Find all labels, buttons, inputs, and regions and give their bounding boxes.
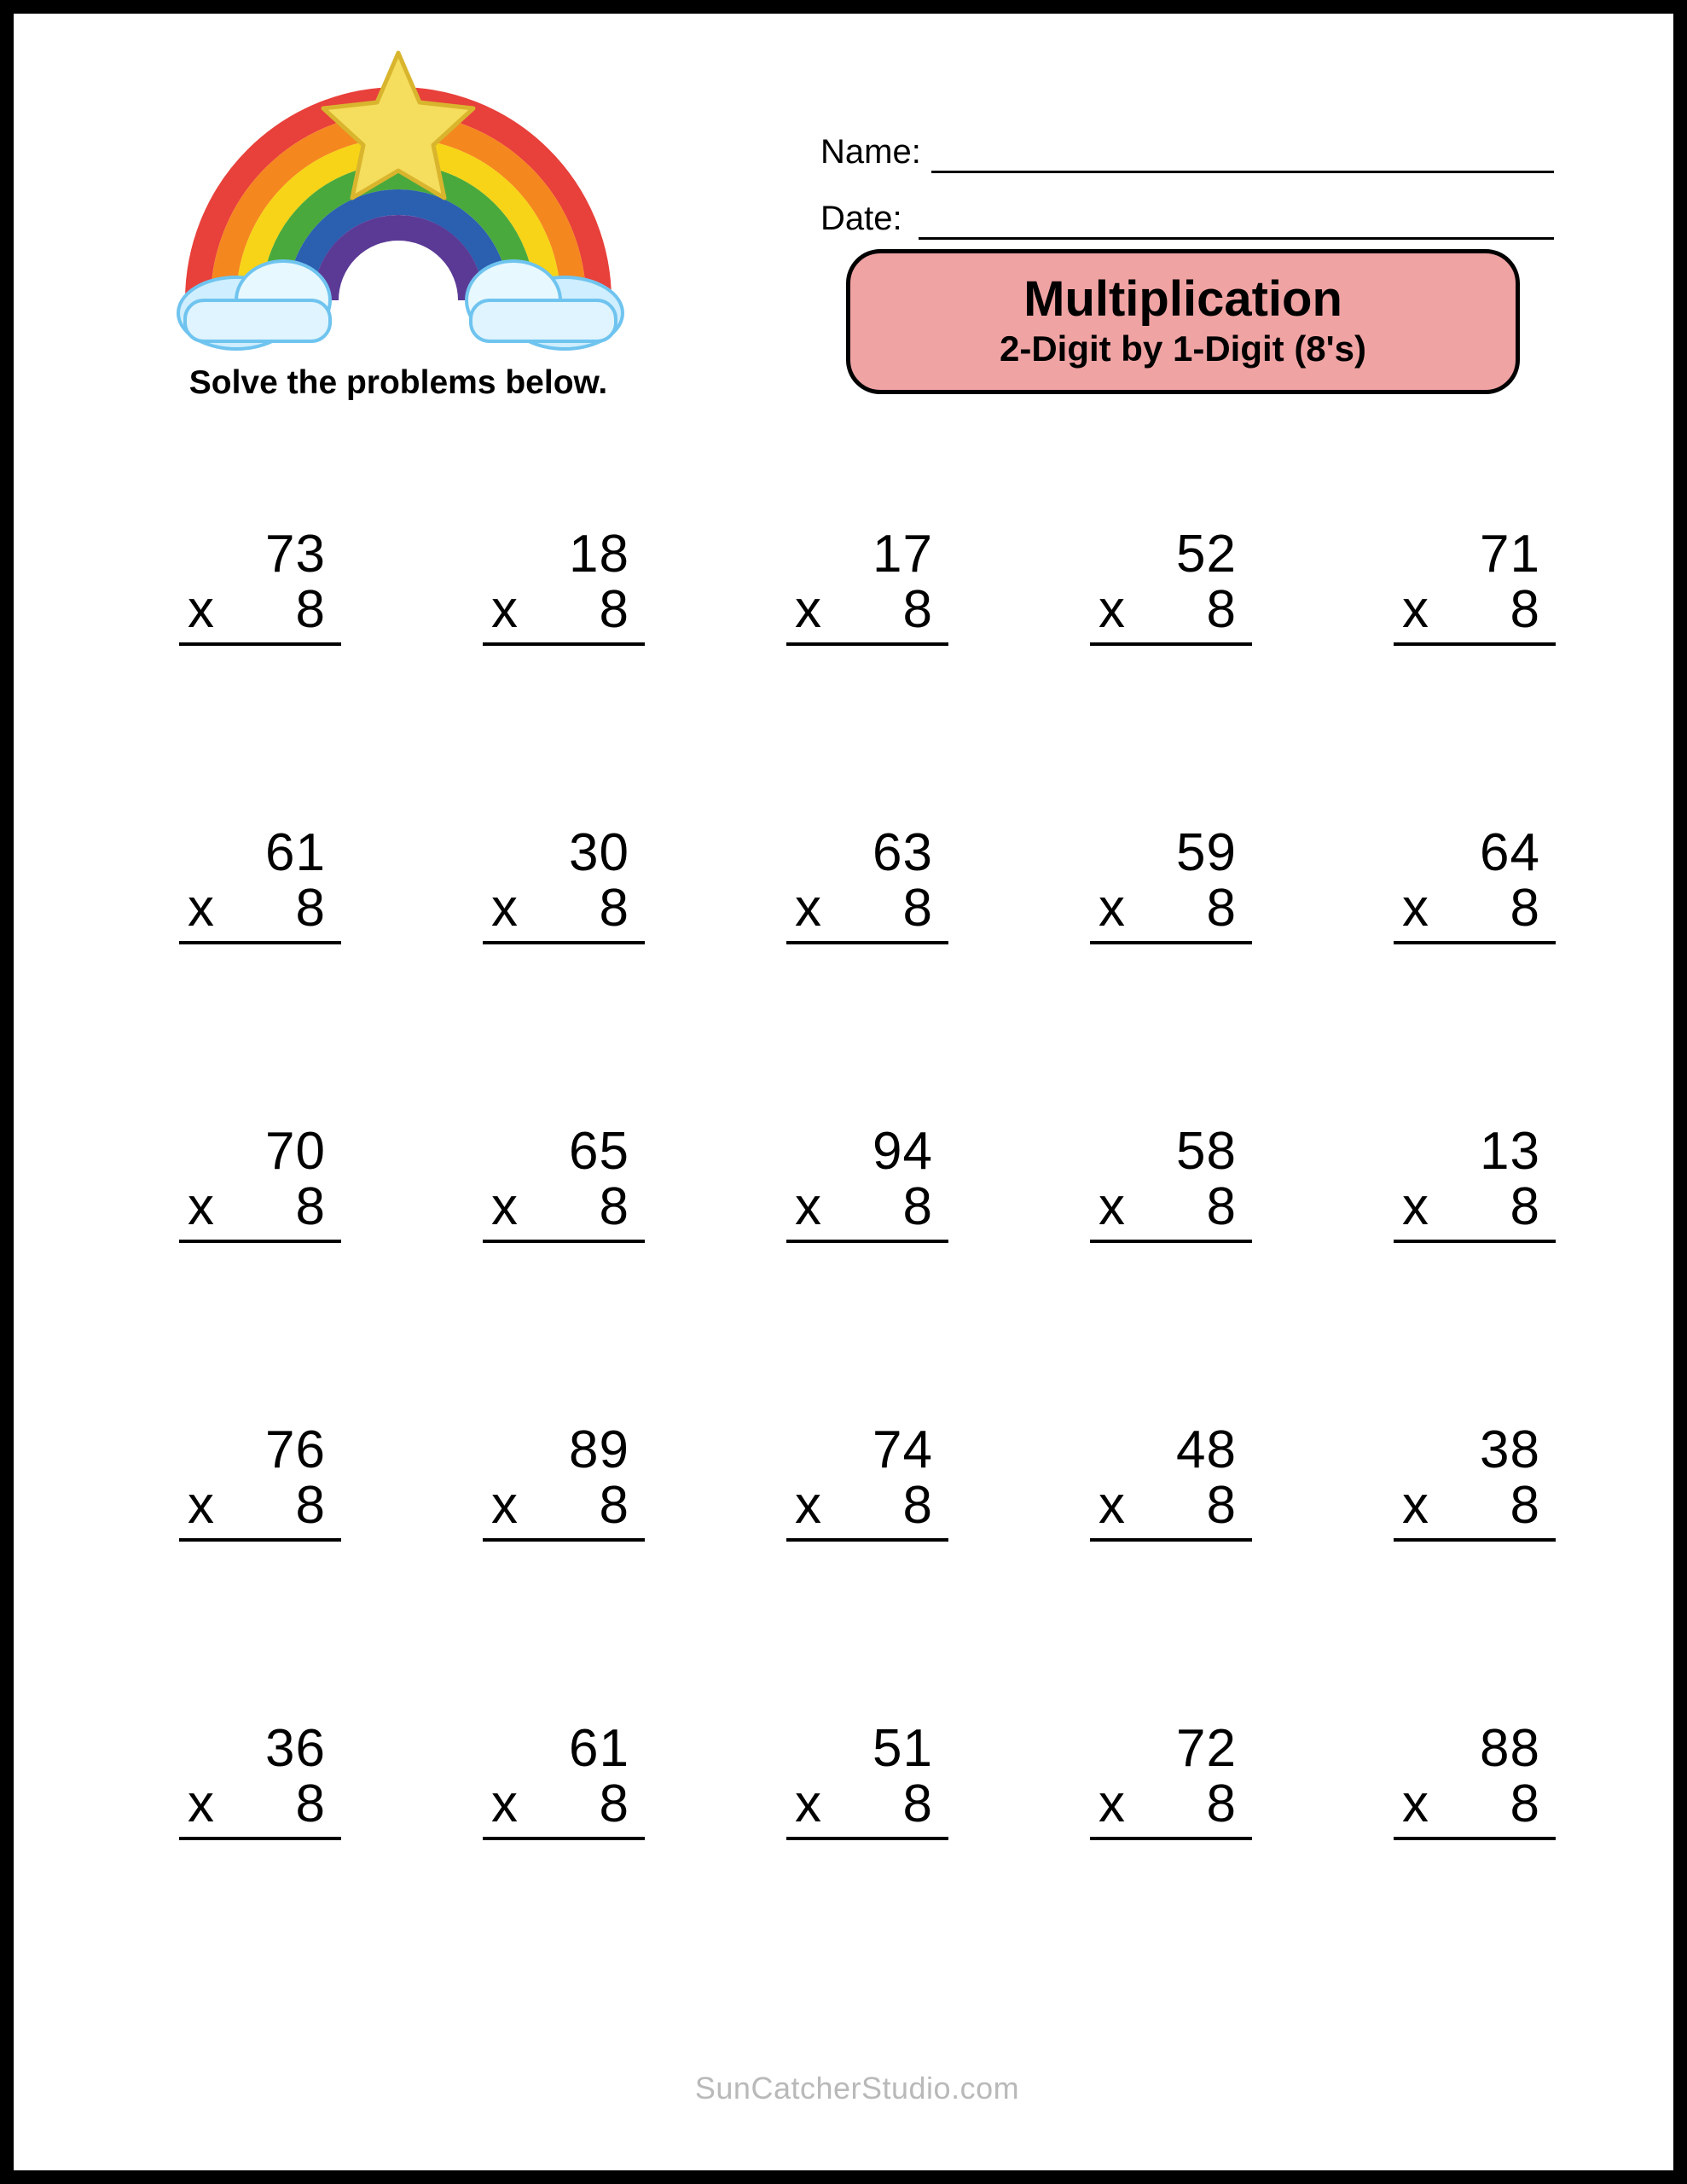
problem-item [108,1089,412,1388]
problem-operator: x [188,1476,215,1536]
problem-operand-bottom: 8 [1206,1177,1237,1237]
problem-operand-bottom: 8 [902,1177,933,1237]
problem-item [1323,1687,1626,1985]
problem-operator: x [491,1774,519,1834]
problem-item [412,791,716,1089]
problem-operand-bottom: 8 [295,1774,326,1834]
name-field-row [820,121,1588,188]
problem-item [716,791,1019,1089]
problem-item [412,1089,716,1388]
problem-answer-line[interactable] [483,1837,645,1840]
problem-operand-bottom: 8 [295,1476,326,1536]
name-input-line[interactable] [931,171,1554,173]
problem-operand-bottom: 8 [1206,580,1237,640]
problem-item [1019,1089,1323,1388]
problem-operator: x [1099,1177,1126,1237]
problem-operand-bottom: 8 [599,1476,629,1536]
problem-answer-line[interactable] [483,1538,645,1542]
date-label: Date: [820,200,902,237]
problem-answer-line[interactable] [1090,1240,1252,1243]
problem-operator: x [491,879,519,938]
problem-operand-bottom: 8 [295,580,326,640]
problem-operand-bottom: 8 [1510,1177,1540,1237]
problem-operator: x [795,580,822,640]
problem-operand-top: 13 [1480,1122,1540,1181]
problem-item [1019,492,1323,791]
problems-grid [108,492,1626,1985]
problem-item [1019,1687,1323,1985]
problem-operand-top: 74 [872,1420,933,1479]
problem-operator: x [188,879,215,938]
problem-operand-top: 58 [1176,1122,1237,1181]
worksheet-sheet [27,27,1687,2184]
date-field-row [820,188,1588,254]
problem-answer-line[interactable] [179,1240,341,1243]
problem-answer-line[interactable] [1394,1538,1556,1542]
problem-item [412,1687,716,1985]
problem-operand-top: 71 [1480,525,1540,584]
problem-answer-line[interactable] [179,642,341,646]
problem-answer-line[interactable] [1394,1240,1556,1243]
problem-operand-bottom: 8 [599,1774,629,1834]
problem-operand-bottom: 8 [1510,879,1540,938]
problem-operand-bottom: 8 [902,1476,933,1536]
problem-item [108,492,412,791]
problem-operand-bottom: 8 [1206,1476,1237,1536]
problem-operator: x [1402,879,1429,938]
problem-operand-top: 72 [1176,1719,1237,1778]
problem-operand-bottom: 8 [1206,1774,1237,1834]
problem-operator: x [1402,1177,1429,1237]
problem-operator: x [795,879,822,938]
problem-operator: x [1402,580,1429,640]
problem-operand-top: 17 [872,525,933,584]
problem-operand-bottom: 8 [902,1774,933,1834]
problem-operator: x [1099,879,1126,938]
problem-item [716,1388,1019,1687]
problem-operand-bottom: 8 [599,1177,629,1237]
problem-operand-bottom: 8 [902,879,933,938]
problem-operand-top: 64 [1480,823,1540,882]
problem-operator: x [795,1774,822,1834]
problem-operand-bottom: 8 [599,879,629,938]
problem-operand-bottom: 8 [1510,1774,1540,1834]
problem-answer-line[interactable] [483,642,645,646]
problem-operand-bottom: 8 [902,580,933,640]
problem-operand-bottom: 8 [1510,1476,1540,1536]
problem-answer-line[interactable] [786,1538,948,1542]
problem-item [108,791,412,1089]
problem-operand-top: 59 [1176,823,1237,882]
problem-item [412,1388,716,1687]
problem-operand-bottom: 8 [295,1177,326,1237]
date-input-line[interactable] [919,237,1554,240]
problem-operand-top: 63 [872,823,933,882]
problem-answer-line[interactable] [483,941,645,944]
problem-operator: x [795,1476,822,1536]
problem-operator: x [795,1177,822,1237]
problem-answer-line[interactable] [1090,1837,1252,1840]
problem-answer-line[interactable] [1394,642,1556,646]
problem-item [108,1687,412,1985]
problem-item [412,492,716,791]
problem-operand-top: 30 [569,823,629,882]
problem-item [1323,492,1626,791]
problem-operand-bottom: 8 [1206,879,1237,938]
problem-operand-top: 61 [569,1719,629,1778]
problem-answer-line[interactable] [786,642,948,646]
problem-answer-line[interactable] [1090,642,1252,646]
problem-operand-top: 73 [265,525,326,584]
problem-answer-line[interactable] [786,1240,948,1243]
problem-answer-line[interactable] [786,1837,948,1840]
problem-item [1019,1388,1323,1687]
problem-item [1019,791,1323,1089]
problem-answer-line[interactable] [179,1837,341,1840]
page-title: Multiplication [1023,270,1342,327]
worksheet-title-box [846,249,1520,394]
problem-operator: x [1099,580,1126,640]
name-label: Name: [820,133,921,171]
problem-answer-line[interactable] [1394,941,1556,944]
problem-operand-top: 48 [1176,1420,1237,1479]
problem-item [1323,1388,1626,1687]
problem-operand-bottom: 8 [599,580,629,640]
problem-operand-top: 61 [265,823,326,882]
problem-operand-top: 52 [1176,525,1237,584]
problem-operator: x [491,1476,519,1536]
problem-item [716,1089,1019,1388]
problem-item [108,1388,412,1687]
problem-item [716,1687,1019,1985]
problem-operator: x [188,1774,215,1834]
problem-answer-line[interactable] [1394,1837,1556,1840]
rainbow-icon [147,44,650,360]
rainbow-decoration [121,44,675,403]
problem-operand-top: 38 [1480,1420,1540,1479]
problem-operand-top: 51 [872,1719,933,1778]
problem-operand-bottom: 8 [295,879,326,938]
problem-operator: x [491,1177,519,1237]
worksheet-header [27,27,1687,437]
problem-operator: x [1402,1774,1429,1834]
problem-operand-bottom: 8 [1510,580,1540,640]
problem-operator: x [188,1177,215,1237]
problem-item [1323,1089,1626,1388]
problem-operand-top: 76 [265,1420,326,1479]
problem-operator: x [1099,1476,1126,1536]
problem-operand-top: 88 [1480,1719,1540,1778]
footer-credit: SunCatcherStudio.com [694,2071,1020,2106]
problem-operand-top: 89 [569,1420,629,1479]
problem-answer-line[interactable] [1090,1538,1252,1542]
problem-operator: x [491,580,519,640]
problem-answer-line[interactable] [1090,941,1252,944]
name-date-block [820,121,1588,254]
problem-operand-top: 36 [265,1719,326,1778]
problem-answer-line[interactable] [179,941,341,944]
problem-item [716,492,1019,791]
page-subtitle: 2-Digit by 1-Digit (8's) [999,328,1366,369]
problem-operator: x [1402,1476,1429,1536]
problem-operand-top: 18 [569,525,629,584]
instruction-text: Solve the problems below. [188,364,608,401]
problem-item [1323,791,1626,1089]
problem-answer-line[interactable] [483,1240,645,1243]
problem-operand-top: 65 [569,1122,629,1181]
problem-operand-top: 94 [872,1122,933,1181]
problem-operand-top: 70 [265,1122,326,1181]
problem-operator: x [1099,1774,1126,1834]
problem-operator: x [188,580,215,640]
problem-answer-line[interactable] [786,941,948,944]
problem-answer-line[interactable] [179,1538,341,1542]
